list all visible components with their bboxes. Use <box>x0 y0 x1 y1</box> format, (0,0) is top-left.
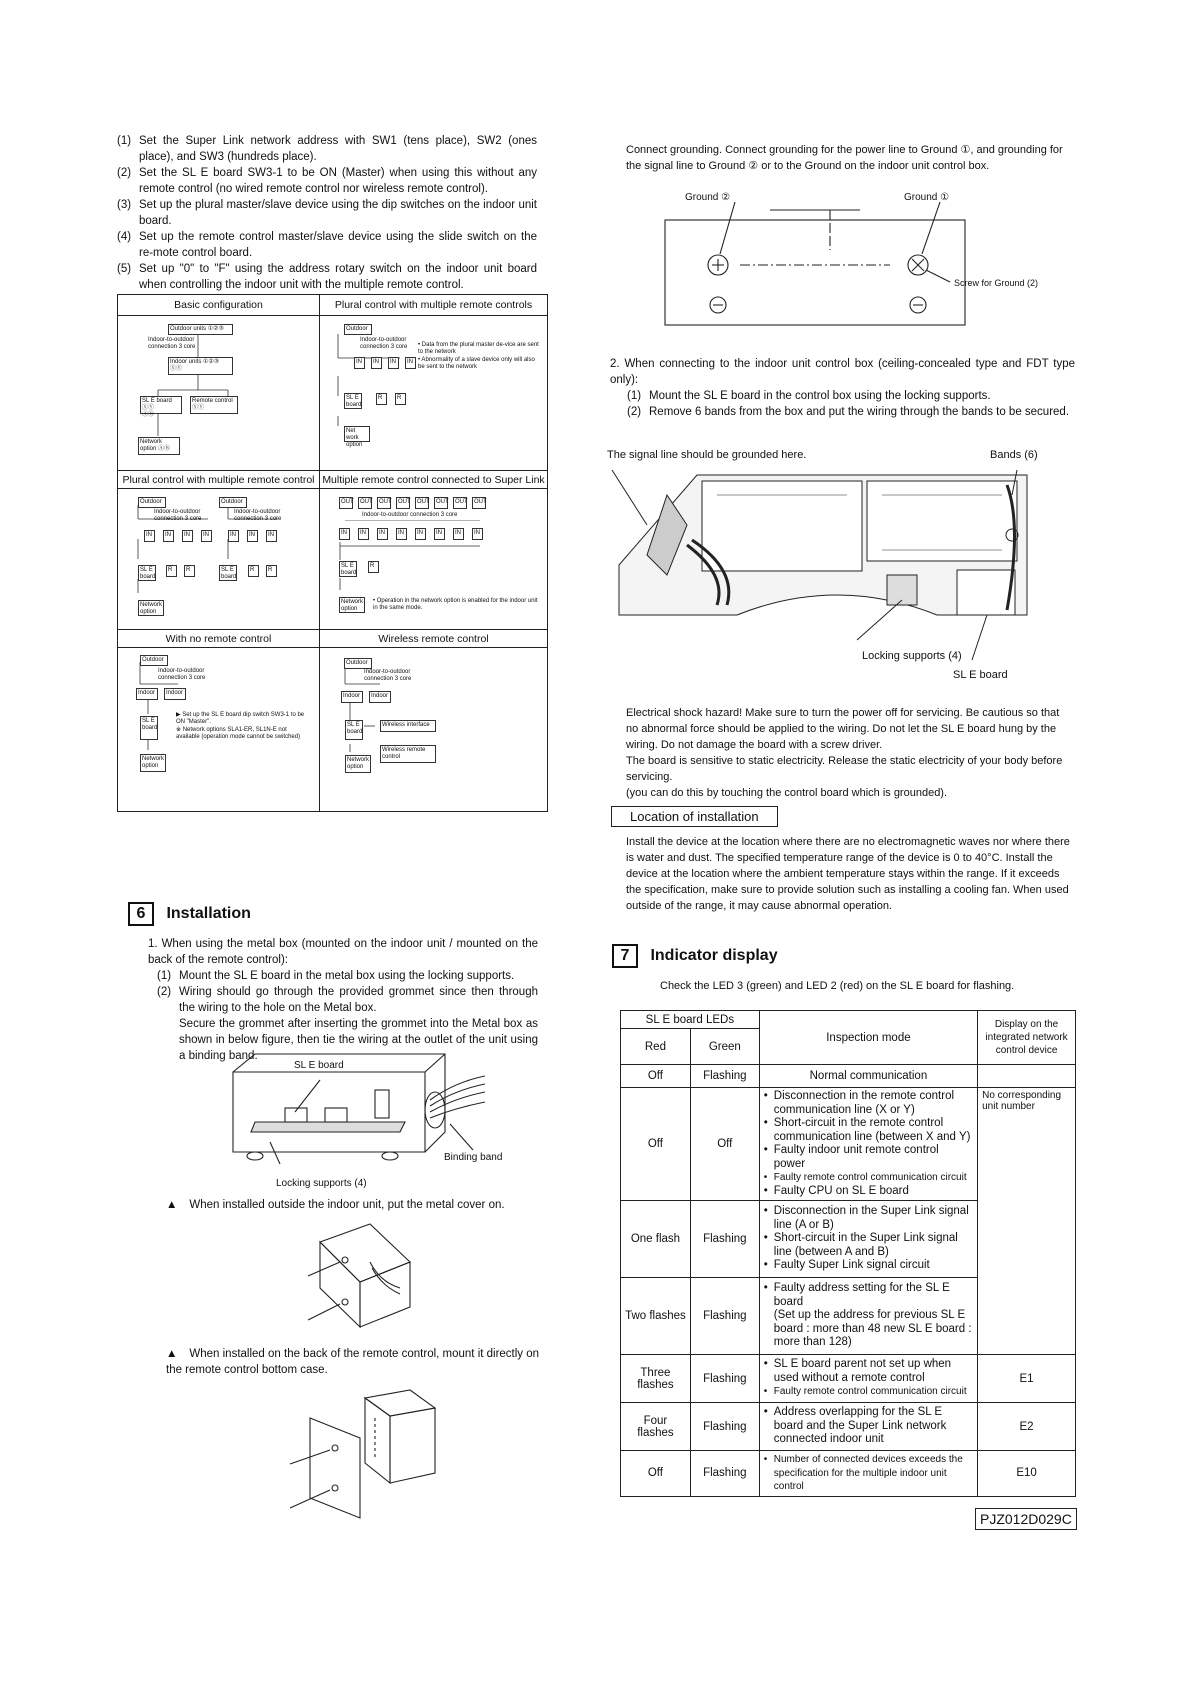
connection-label: Indoor-to-outdoor connection 3 core <box>148 337 196 350</box>
sle-board-box: SL E board <box>221 567 237 580</box>
bands-label: Bands (6) <box>990 449 1038 461</box>
metal-cover-figure <box>300 1222 420 1332</box>
warning-1: Electrical shock hazard! Make sure to turn the power off for servicing. Be cautious so that no abnormal force should be applied to the wiring. Do not let the SL E board hung by the wiring. Do not damage the board with a screw driver. <box>626 707 1060 751</box>
step-3: (3) Set up the plural master/slave device using the dip switches on the indoor unit board. <box>117 199 537 227</box>
in-box: IN <box>388 357 399 369</box>
control-box-figure <box>607 465 1037 665</box>
out-box: OUT <box>434 497 448 509</box>
fig-binding-band-label: Binding band <box>444 1152 503 1163</box>
in-box: IN <box>434 528 445 540</box>
step-1: (1) Set the Super Link network address with SW1 (tens place), SW2 (ones place), and SW3 (hundreds place). <box>117 135 537 163</box>
outdoor-box: Outdoor <box>138 497 166 508</box>
in-box: IN <box>247 530 258 542</box>
outdoor-box: Outdoor <box>344 324 372 335</box>
warning-text <box>626 705 1074 801</box>
out-box: OUT <box>339 497 353 509</box>
indoor-box: Indoor <box>164 688 186 700</box>
outdoor-box: Outdoor <box>344 658 372 669</box>
install-item-1: 1. When using the metal box (mounted on the indoor unit / mounted on the back of the remote control): <box>148 938 538 966</box>
item-2-substep-2: (2) Remove 6 bands from the box and put the wiring through the bands to be secured. <box>627 406 1070 418</box>
in-box: IN <box>339 528 350 540</box>
connection-label: Indoor-to-outdoor connection 3 core <box>154 509 202 522</box>
sle-board-box: SL E board <box>140 567 156 580</box>
r-box: R <box>184 565 195 577</box>
connection-label: Indoor-to-outdoor connection 3 core <box>364 669 412 682</box>
ground-2-label: Ground ② <box>685 192 731 203</box>
step-4: (4) Set up the remote control master/slave device using the slide switch on the re-mote control board. <box>117 231 537 259</box>
step-2: (2) Set the SL E board SW3-1 to be ON (Master) when using this without any remote control (no wired remote control nor wireless remote control). <box>117 167 537 195</box>
indoor-box: Indoor <box>136 688 158 700</box>
in-box: IN <box>201 530 212 542</box>
signal-ground-label: The signal line should be grounded here. <box>607 449 807 461</box>
network-option-box: Network option <box>345 755 371 773</box>
section-title: Indicator display <box>650 947 778 964</box>
out-box: OUT <box>472 497 486 509</box>
table-row: One flash Flashing • Disconnection in the Super Link signal line (A or B) • Short-circuit in the Super Link signal line (between A and B) • Faulty Super Link signal circuit <box>621 1201 1076 1278</box>
table-row: Two flashes Flashing • Faulty address setting for the SL E board (Set up the address for previous SL E board : more than 48 new SL E board : more than 128) <box>621 1278 1076 1355</box>
none-note-1: ▶ Set up the SL E board dip switch SW3-1 to be ON "Master". <box>176 712 305 725</box>
header-sle-leds: SL E board LEDs <box>621 1011 760 1029</box>
install-substep-2: (2) Wiring should go through the provided grommet since then through the wiring to the hole on the Metal box. Secure the grommet after inserting the grommet into the Metal box as shown in below figure, then tie the wiring at the outlet of the unit using a binding band. <box>157 986 538 1062</box>
in-box: IN <box>396 528 407 540</box>
warning-2: The board is sensitive to static electricity. Release the static electricity of your body before servicing. <box>626 755 1063 783</box>
in-box: IN <box>371 357 382 369</box>
in-box: IN <box>266 530 277 542</box>
table-row: Off Flashing • Number of connected devices exceeds the specification for the multiple indoor unit control E10 <box>621 1451 1076 1497</box>
step-5: (5) Set up "0" to "F" using the address rotary switch on the indoor unit board when controlling the indoor unit with the multiple remote control. <box>117 263 537 291</box>
sle-board-box: SL E board <box>140 716 158 740</box>
fig-sle-board-label: SL E board <box>294 1060 344 1071</box>
header-plural: Plural control with multiple remote control <box>122 474 315 486</box>
out-box: OUT <box>358 497 372 509</box>
r-box: R <box>266 565 277 577</box>
sle-board-box: SL E board ⓍⓎ ⒶⒷ <box>140 396 182 414</box>
item-2-substep-1: (1) Mount the SL E board in the control box using the locking supports. <box>627 390 991 402</box>
header-none: With no remote control <box>165 633 272 645</box>
configuration-diagram-table <box>117 294 548 812</box>
table-row: Off Flashing Normal communication <box>621 1065 1076 1088</box>
header-green: Green <box>690 1029 759 1065</box>
section-number: 7 <box>612 944 638 968</box>
section-7-heading <box>612 944 778 968</box>
r-box: R <box>395 393 406 405</box>
grounding-text: Connect grounding. Connect grounding for the power line to Ground ①, and grounding for the signal line to Ground ② or to the Ground on the indoor unit control box. <box>626 144 1063 172</box>
network-option-box: Network option ⒶⒷ <box>138 437 180 455</box>
ground-box-figure <box>660 190 1000 340</box>
remote-control-back-figure <box>280 1388 450 1528</box>
location-text: Install the device at the location where there are no electromagnetic waves nor where there is water and dust. The specified temperature range of the device is 0 to 40°C. Install the device at the location where the ambient temperature stays within the range. If it exceeds the specification, make sure to provide solution such as installing a cooling fan. When used outside of the range, it may cause abnormal operation. <box>626 836 1070 912</box>
in-box: IN <box>163 530 174 542</box>
network-option-box: Net work option <box>344 426 370 442</box>
indoor-units-box: Indoor units ①②③ ⓍⓎ <box>168 357 233 375</box>
screw-ground-label: Screw for Ground (2) <box>954 278 1039 288</box>
connection-label: Indoor-to-outdoor connection 3 core <box>360 337 408 350</box>
connection-label: Indoor-to-outdoor connection 3 core <box>234 509 282 522</box>
section-number: 6 <box>128 902 154 926</box>
ground-1-label: Ground ① <box>904 192 950 203</box>
fig-locking-supports-label: Locking supports (4) <box>276 1178 367 1189</box>
header-wireless: Wireless remote control <box>378 633 489 645</box>
in-box: IN <box>453 528 464 540</box>
install-substep-1: (1) Mount the SL E board in the metal box using the locking supports. <box>157 970 515 982</box>
setup-steps <box>117 133 537 293</box>
remote-control-box: Remote control ⓍⓎ <box>190 396 238 414</box>
location-title: Location of installation <box>611 806 778 827</box>
header-red: Red <box>621 1029 691 1065</box>
out-box: OUT <box>453 497 467 509</box>
network-option-box: Network option <box>341 599 364 612</box>
outdoor-box: Outdoor <box>140 655 168 666</box>
install-item-2-substeps <box>627 388 1075 420</box>
header-display: Display on the integrated network control device <box>978 1011 1076 1065</box>
table-row: Four flashes Flashing • Address overlapping for the SL E board and the Super Link network connected indoor unit E2 <box>621 1403 1076 1451</box>
in-box: IN <box>358 528 369 540</box>
warning-3: (you can do this by touching the control board which is grounded). <box>626 787 948 799</box>
out-box: OUT <box>377 497 391 509</box>
in-box: IN <box>405 357 416 369</box>
indoor-box: Indoor <box>341 691 363 703</box>
network-option-box: Network option <box>140 602 163 615</box>
section-title: Installation <box>166 905 251 922</box>
install-substeps <box>157 968 538 1064</box>
indoor-box: Indoor <box>369 691 391 703</box>
wireless-interface-box: Wireless interface <box>380 720 436 732</box>
in-box: IN <box>228 530 239 542</box>
sle-board-label: SL E board <box>953 669 1008 681</box>
back-note: ▲ When installed on the back of the remote control, mount it directly on the remote control bottom case. <box>166 1348 540 1376</box>
header-basic: Basic configuration <box>174 299 263 311</box>
in-box: IN <box>182 530 193 542</box>
document-id: PJZ012D029C <box>975 1511 1077 1529</box>
header-inspection-mode: Inspection mode <box>759 1011 977 1065</box>
install-item-2: 2. When connecting to the indoor unit control box (ceiling-concealed type and FDT type only): <box>610 358 1075 386</box>
sle-board-box: SL E board <box>341 563 357 576</box>
outdoor-box: Outdoor <box>219 497 247 508</box>
locking-supports-label: Locking supports (4) <box>862 650 962 662</box>
r-box: R <box>368 561 379 573</box>
sle-board-box: SL E board <box>346 395 362 408</box>
indicator-table <box>620 1010 1076 1497</box>
outside-note: ▲ When installed outside the indoor unit, put the metal cover on. <box>166 1199 505 1211</box>
table-row: Off Off • Disconnection in the remote control communication line (X or Y) • Short-circuit in the remote control communication line (between X and Y) • Faulty indoor unit remote control power • Faulty remote control communication circuit • Faulty CPU on SL E board No corresponding unit number <box>621 1088 1076 1201</box>
sle-board-box: SL E board <box>345 720 363 740</box>
section-6-heading <box>128 902 251 926</box>
multiple-note: • Operation in the network option is enabled for the indoor unit in the same mode. <box>373 598 538 611</box>
outdoor-units-box: Outdoor units ①②③ <box>168 324 233 335</box>
in-box: IN <box>377 528 388 540</box>
r-box: R <box>376 393 387 405</box>
header-plural-master: Plural control with multiple remote controls <box>334 299 533 311</box>
header-multiple: Multiple remote control connected to Super Link <box>322 474 545 486</box>
network-option-box: Network option <box>140 754 166 772</box>
plural-note-2: • Abnormality of a slave device only will also be sent to the network <box>418 357 535 370</box>
indicator-intro: Check the LED 3 (green) and LED 2 (red) on the SL E board for flashing. <box>660 980 1015 992</box>
plural-note-1: • Data from the plural master de-vice are sent to the network <box>418 342 539 355</box>
in-box: IN <box>144 530 155 542</box>
in-box: IN <box>472 528 483 540</box>
wireless-remote-box: Wireless remote control <box>380 745 436 763</box>
out-box: OUT <box>415 497 429 509</box>
none-note-2: ※ Network options SLA1-ER, SL1N-E not available (operation mode cannot be switched) <box>176 727 301 740</box>
r-box: R <box>248 565 259 577</box>
r-box: R <box>166 565 177 577</box>
out-box: OUT <box>396 497 410 509</box>
in-box: IN <box>354 357 365 369</box>
table-row: Three flashes Flashing • SL E board parent not set up when used without a remote control • Faulty remote control communication circuit E1 <box>621 1355 1076 1403</box>
connection-label: Indoor-to-outdoor connection 3 core <box>362 512 458 518</box>
connection-label: Indoor-to-outdoor connection 3 core <box>158 668 206 681</box>
in-box: IN <box>415 528 426 540</box>
